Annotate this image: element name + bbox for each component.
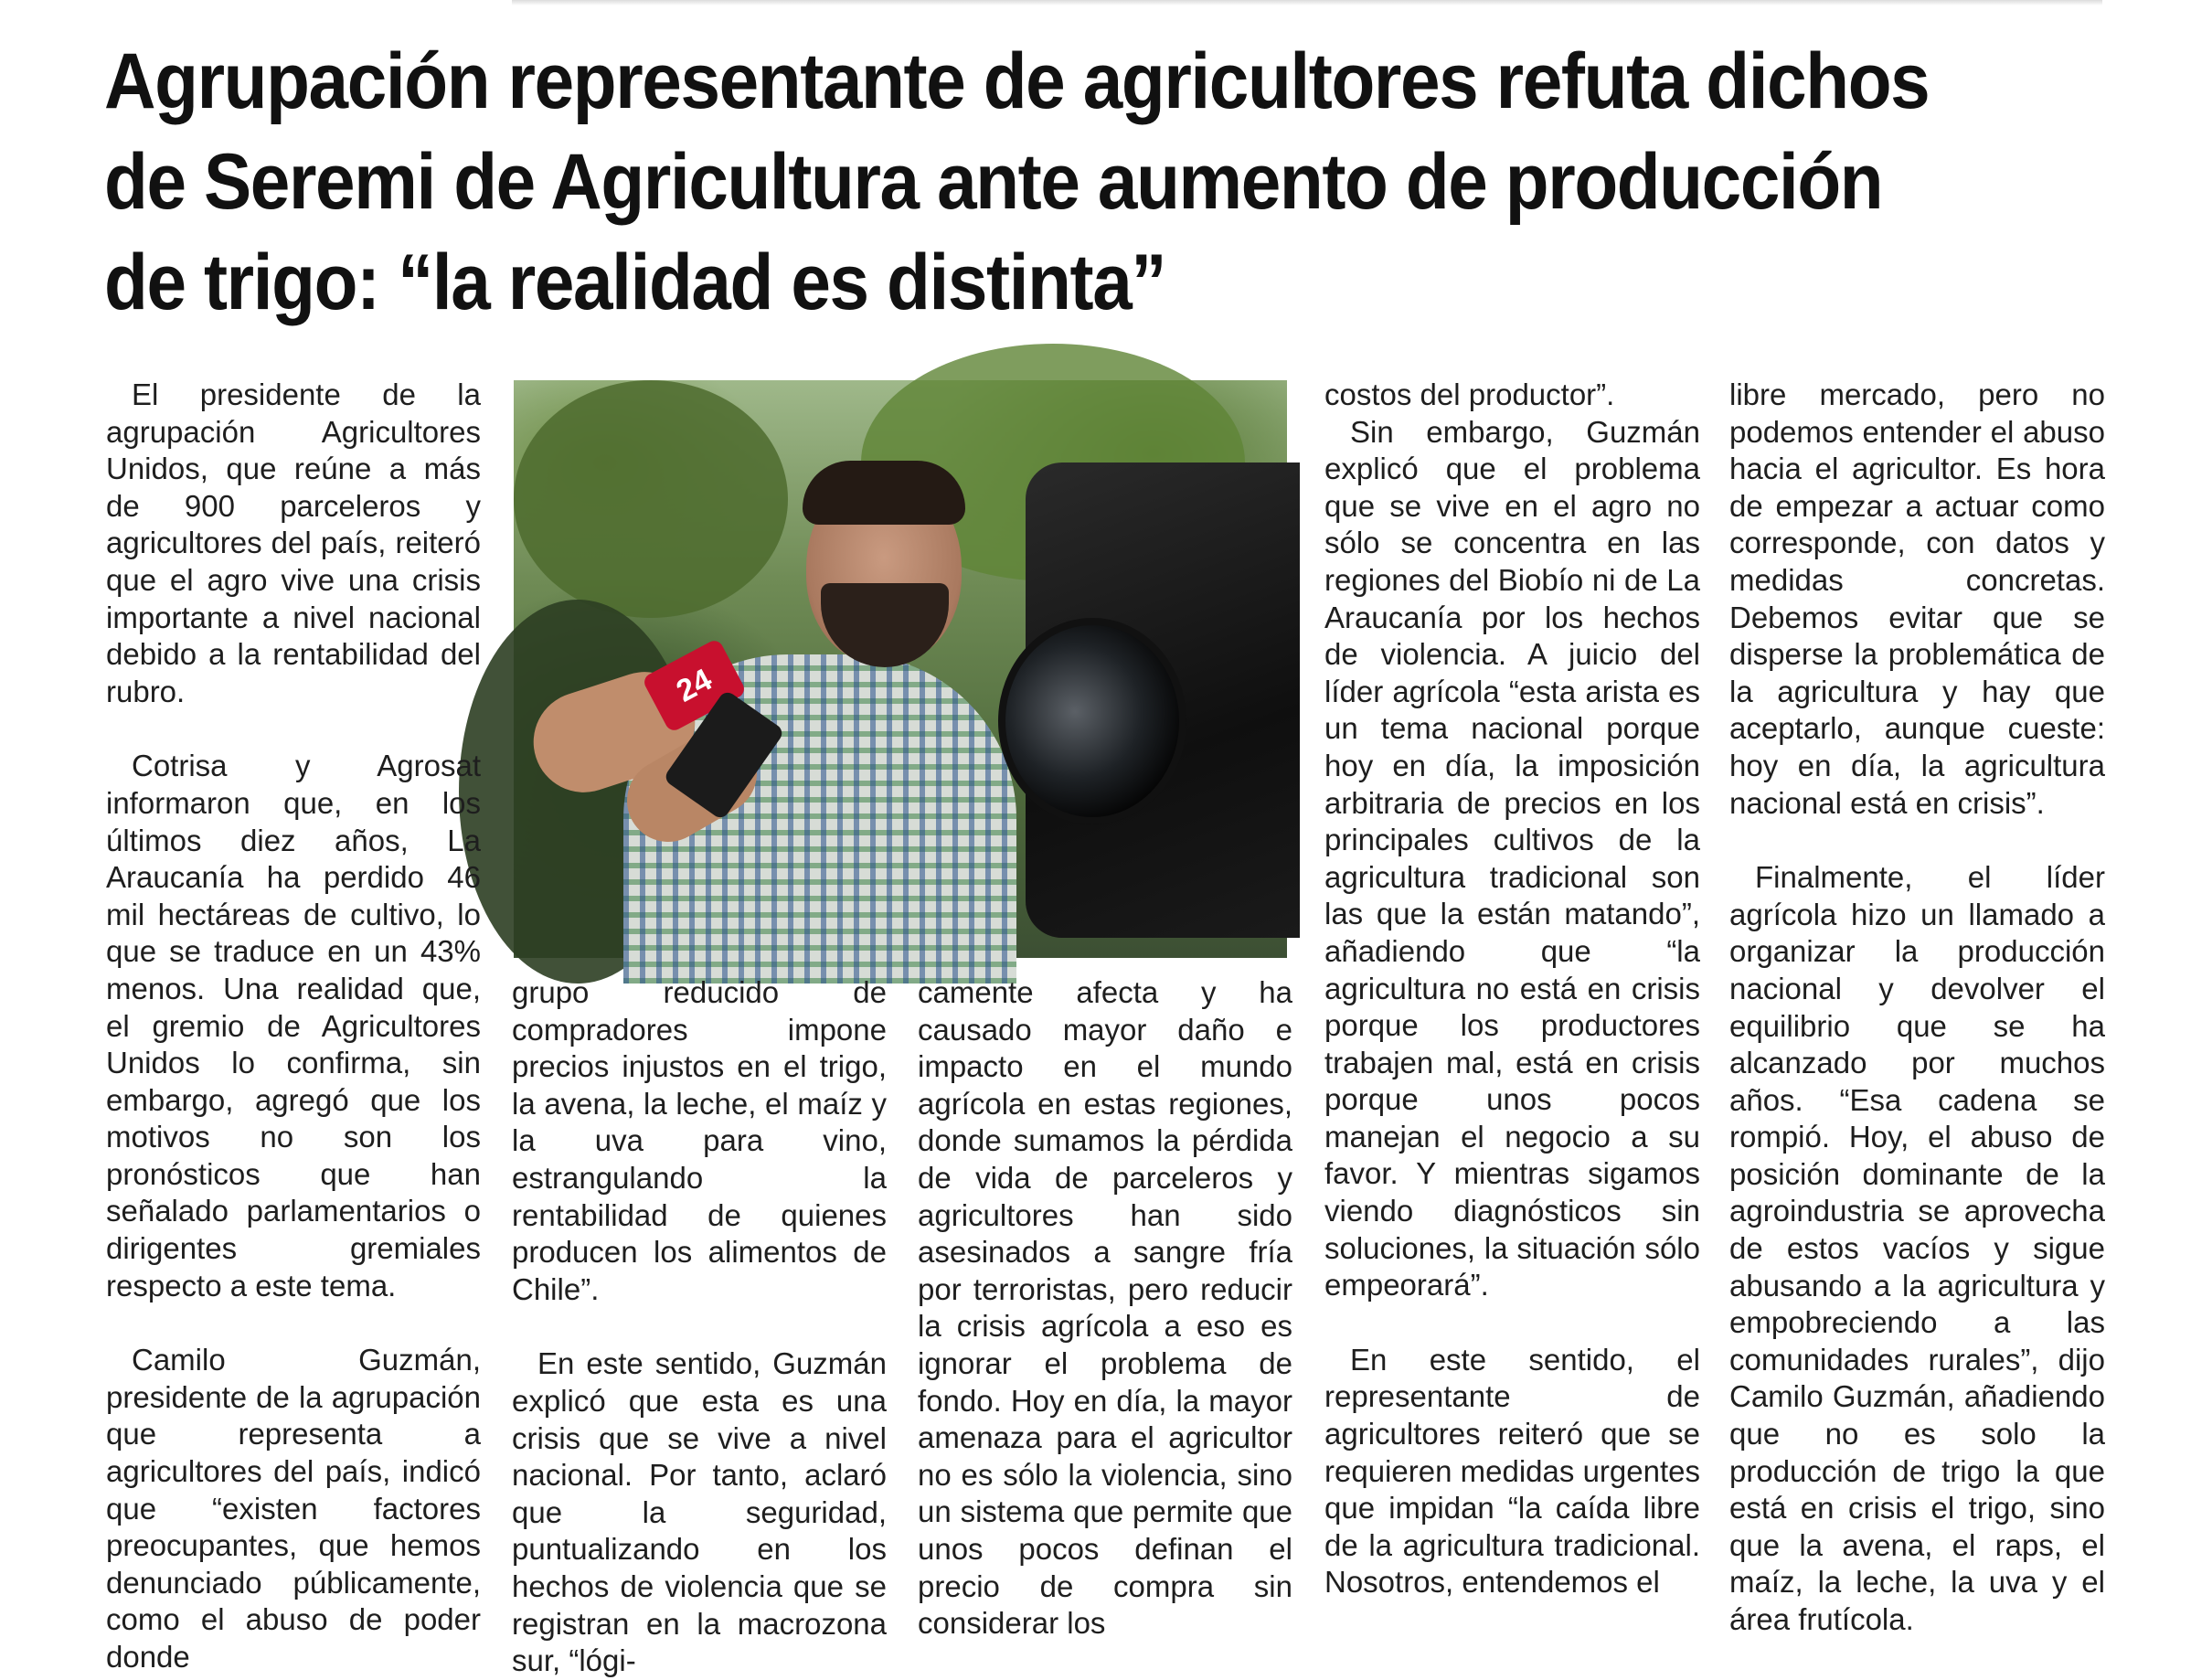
text-column-5	[1729, 377, 2105, 1636]
paragraph: En este sentido, Guzmán explicó que esta es una crisis que se vive a nivel nacional. Por tanto, aclaró que la seguridad, puntualizando en los hechos de violencia que se registran en la macrozona sur, “lógi-	[512, 1346, 887, 1678]
paragraph: Finalmente, el líder agrícola hizo un llamado a organizar la producción nacional y devolver el equilibrio que se ha alcanzado por muchos años. “Esa cadena se rompió. Hoy, el abuso de posición dominante de la agroindustria se aprovecha de estos vacíos y sigue abusando a la agricultura y empobreciendo a las comunidades rurales”, dijo Camilo Guzmán, añadiendo que no es solo la producción de trigo la que está en crisis el trigo, sino que la avena, el raps, el maíz, la leche, la uva y el área frutícola.	[1729, 860, 2105, 1636]
photo-camera-lens	[998, 618, 1186, 824]
paragraph: En este sentido, el representante de agricultores reiteró que se requieren medidas urgentes que impidan “la caída libre de la agricultura tradicional. Nosotros, entendemos el	[1324, 1342, 1700, 1600]
article-headline: Agrupación representante de agricultores refuta dichos de Seremi de Agricultura ante aumento de producción de trigo: “la realidad es distinta”	[104, 37, 1930, 326]
paragraph: Cotrisa y Agrosat informaron que, en los últimos diez años, La Araucanía ha perdido 46 mil hectáreas de cultivo, lo que se traduce en un 43% menos. Una realidad que, el gremio de Agricultores Unidos lo confirma, sin embargo, agregó que los motivos no son los pronósticos que han señalado parlamentarios o dirigentes gremiales respecto a este tema.	[106, 749, 481, 1303]
photo-subject-hair	[803, 461, 965, 525]
paragraph: costos del productor”.	[1324, 377, 1615, 411]
paragraph: Sin embargo, Guzmán explicó que el problema que se vive en el agro no sólo se concentra en las regiones del Biobío ni de La Araucanía por los hechos de violencia. A juicio del líder agrícola “esta arista es un tema nacional porque hoy en día, la imposición arbitraria de precios en los principales cultivos de la agricultura tradicional son las que la están matando”, añadiendo que “la agricultura no está en crisis porque los productores trabajen mal, está en crisis porque unos pocos manejan el negocio a su favor. Y mientras sigamos viendo diagnósticos sin soluciones, la situación sólo empeorará”.	[1324, 414, 1700, 1303]
paragraph: camente afecta y ha causado mayor daño e impacto en el mundo agrícola en estas regiones, donde sumamos la pérdida de vida de parceleros y agricultores han sido asesinados a sangre fría por terroristas, pero reducir la crisis agrícola a eso es ignorar el problema de fondo. Hoy en día, la mayor amenaza para el agricultor no es sólo la violencia, sino un sistema que permite que unos pocos definan el precio de compra sin considerar los	[918, 975, 1292, 1641]
text-column-3	[918, 974, 1292, 1641]
paragraph: grupo reducido de compradores impone precios injustos en el trigo, la avena, la leche, el maíz y la uva para vino, estrangulando la rentabilidad de quienes producen los alimentos de Chile”.	[512, 975, 887, 1306]
text-column-1	[106, 377, 481, 1674]
top-rule	[512, 0, 2102, 5]
article-photo	[514, 380, 1287, 958]
paragraph: Camilo Guzmán, presidente de la agrupación que representa a agricultores del país, indicó que “existen factores preocupantes, que hemos denunciado públicamente, como el abuso de poder donde	[106, 1343, 481, 1674]
photo-microphone: 24	[642, 638, 748, 734]
photo-foliage	[514, 380, 788, 618]
text-column-2	[512, 974, 887, 1678]
paragraph: El presidente de la agrupación Agricultores Unidos, que reúne a más de 900 parceleros y agricultores del país, reiteró que el agro vive una crisis importante a nivel nacional debido a la rentabilidad del rubro.	[106, 377, 481, 708]
text-column-4	[1324, 377, 1700, 1611]
paragraph: libre mercado, pero no podemos entender el abuso hacia el agricultor. Es hora de empezar a actuar como corresponde, con datos y medidas concretas. Debemos evitar que se disperse la problemática de la agricultura y hay que aceptarlo, aunque cueste: hoy en día, la agricultura nacional está en crisis”.	[1729, 377, 2105, 820]
